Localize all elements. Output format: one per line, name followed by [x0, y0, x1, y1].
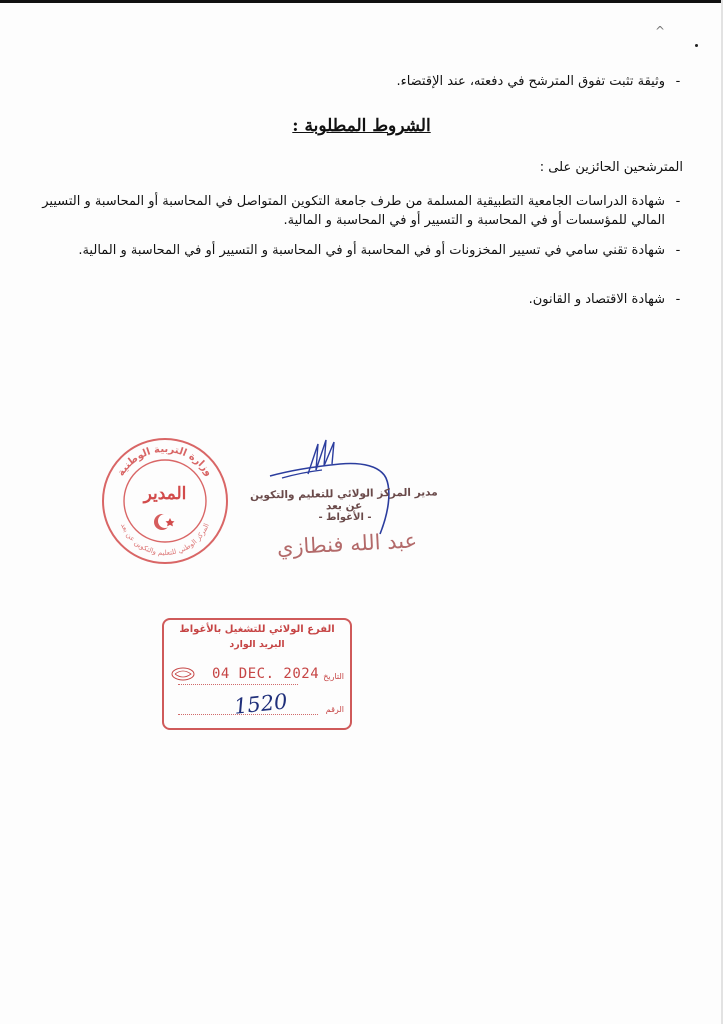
signatory-place: - الأغواط - [318, 512, 372, 523]
reception-stamp [162, 618, 352, 730]
stamp-number-label: الرقم [325, 705, 344, 714]
stamp-dotted-line [178, 714, 318, 715]
stamp-number: 1520 [232, 689, 289, 719]
condition-item-2 [33, 241, 683, 260]
bullet-dash: - [675, 243, 681, 258]
seal-bottom-ring-text: المركز الوطني للتعليم والتكوين عن بعد [119, 522, 211, 558]
bullet-dash: - [675, 292, 681, 307]
official-round-seal [100, 436, 230, 566]
crescent-star-icon [154, 514, 175, 530]
stamp-mail-label: البريد الوارد [229, 639, 285, 650]
bullet-dash: - [675, 74, 681, 89]
condition-item-1 [33, 192, 683, 230]
condition-text: شهادة الاقتصاد و القانون. [528, 292, 665, 307]
bullet-dash: - [675, 194, 681, 209]
scan-mark-icon: ^ [655, 24, 666, 38]
intro-text: المترشحين الحائزين على : [539, 160, 683, 175]
list-item-text: وثيقة تثبت تفوق المترشح في دفعته، عند الإقتضاء. [396, 74, 665, 89]
condition-text: شهادة الدراسات الجامعية التطبيقية المسلمة من طرف جامعة التكوين المتواصل في المحاسبة أو المحاسبة و التسيير المالي للمؤسسات أو في المحاسبة و التسيير أو في المحاسبة و المالية. [42, 194, 665, 228]
condition-text: شهادة تقني سامي في تسيير المخزونات أو في المحاسبة أو في المحاسبة و التسيير أو في المحاسبة و المالية. [78, 243, 665, 258]
seal-ring-text: وزارة التربية الوطنية [115, 443, 215, 479]
top-edge-line [0, 0, 723, 3]
stamp-office: الفرع الولائي للتشغيل بالأغواط [179, 624, 335, 635]
signatory-title: مدير المركز الولائي للتعليم والتكوين عن بعد [249, 486, 438, 513]
stamp-dotted-line [178, 684, 298, 685]
stamp-date-label: التاريخ [323, 672, 344, 681]
scan-dot [695, 44, 698, 47]
condition-item-3 [33, 290, 683, 309]
stamp-emblem-icon [170, 666, 196, 682]
stamp-date: 04 DEC. 2024 [212, 666, 320, 682]
list-item-first [33, 72, 683, 91]
signatory-name: عبد الله فنطازي [276, 528, 418, 560]
section-title: الشروط المطلوبة : [292, 116, 431, 136]
seal-center-text: المدير [143, 484, 187, 504]
